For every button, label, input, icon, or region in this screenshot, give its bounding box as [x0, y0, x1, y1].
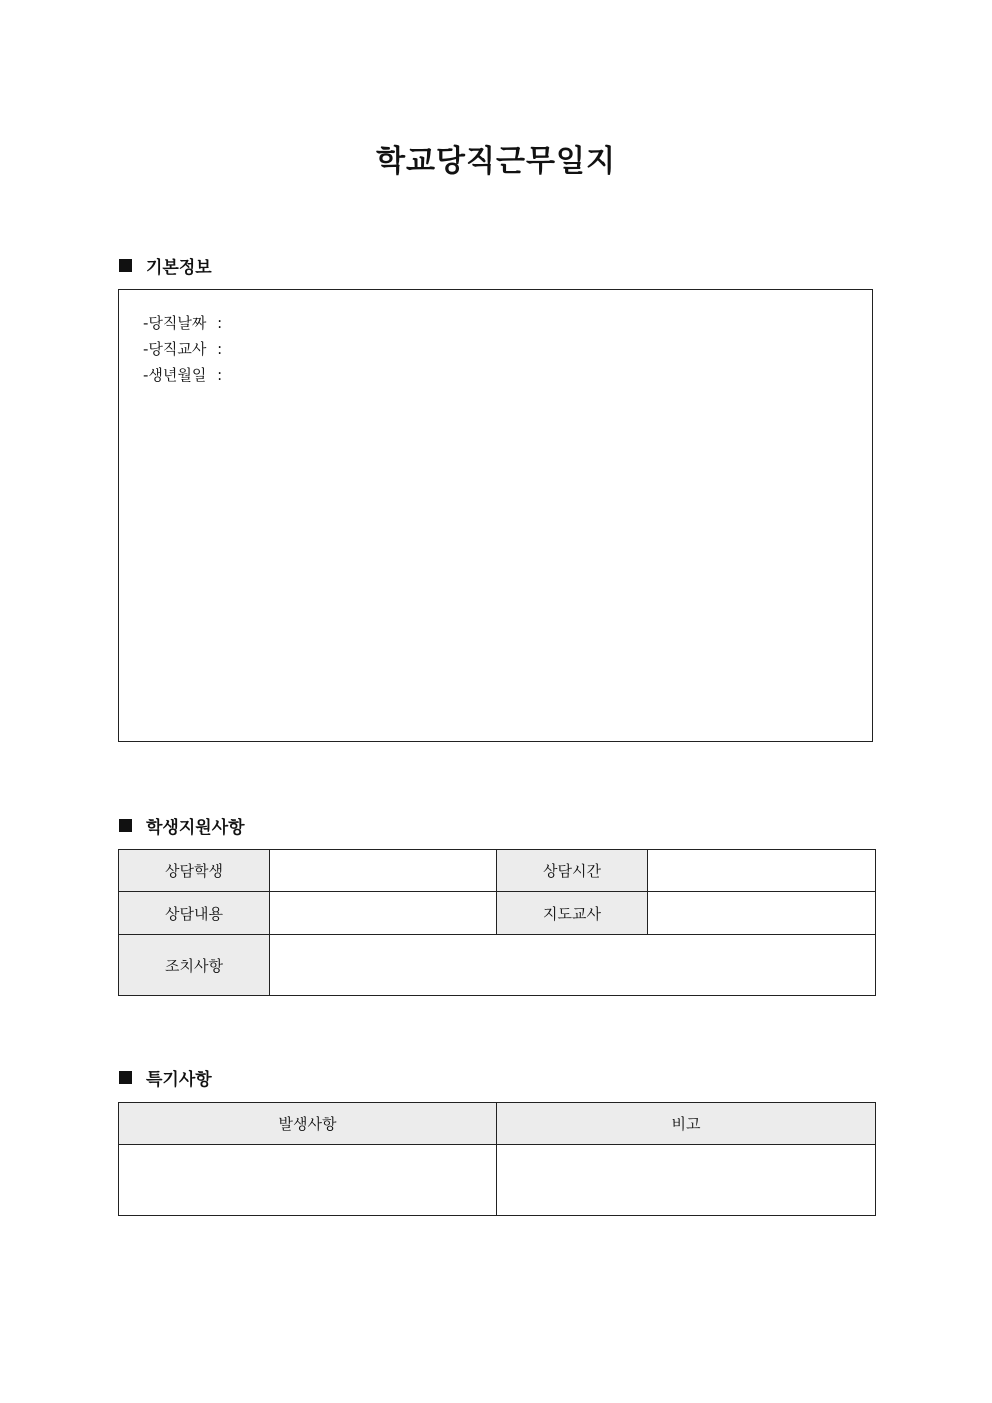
label-guidance-teacher: 지도교사	[497, 892, 648, 935]
label-counsel-time: 상담시간	[497, 850, 648, 892]
field-label: -당직교사	[143, 340, 207, 358]
section-heading-special-notes	[119, 1065, 212, 1090]
student-support-table	[118, 849, 876, 996]
value-counsel-content[interactable]	[270, 892, 497, 935]
cell-occurrence[interactable]	[119, 1145, 497, 1216]
field-separator: :	[217, 366, 223, 384]
value-action-taken[interactable]	[270, 935, 876, 996]
field-label: -생년월일	[143, 366, 207, 384]
value-counsel-student[interactable]	[270, 850, 497, 892]
field-duty-teacher	[143, 336, 848, 362]
special-notes-table	[118, 1102, 876, 1216]
square-bullet-icon	[119, 1071, 132, 1084]
section-heading-basic-info	[119, 253, 212, 278]
table-row	[119, 935, 876, 996]
section-heading-student-support	[119, 813, 245, 838]
label-counsel-student: 상담학생	[119, 850, 270, 892]
value-counsel-time[interactable]	[648, 850, 876, 892]
page-title: 학교당직근무일지	[376, 144, 616, 179]
column-header-remarks: 비고	[497, 1103, 876, 1145]
label-counsel-content: 상담내용	[119, 892, 270, 935]
basic-info-box	[118, 289, 873, 742]
section-title: 학생지원사항	[146, 818, 245, 838]
column-header-occurrence: 발생사항	[119, 1103, 497, 1145]
table-row	[119, 850, 876, 892]
value-guidance-teacher[interactable]	[648, 892, 876, 935]
field-separator: :	[217, 340, 223, 358]
square-bullet-icon	[119, 819, 132, 832]
section-title: 특기사항	[146, 1070, 212, 1090]
field-separator: :	[217, 314, 223, 332]
field-label: -당직날짜	[143, 314, 207, 332]
field-duty-date	[143, 310, 848, 336]
field-birth-date	[143, 362, 848, 388]
label-action-taken: 조치사항	[119, 935, 270, 996]
table-row	[119, 892, 876, 935]
cell-remarks[interactable]	[497, 1145, 876, 1216]
section-title: 기본정보	[146, 258, 212, 278]
table-row	[119, 1145, 876, 1216]
square-bullet-icon	[119, 259, 132, 272]
table-header-row	[119, 1103, 876, 1145]
